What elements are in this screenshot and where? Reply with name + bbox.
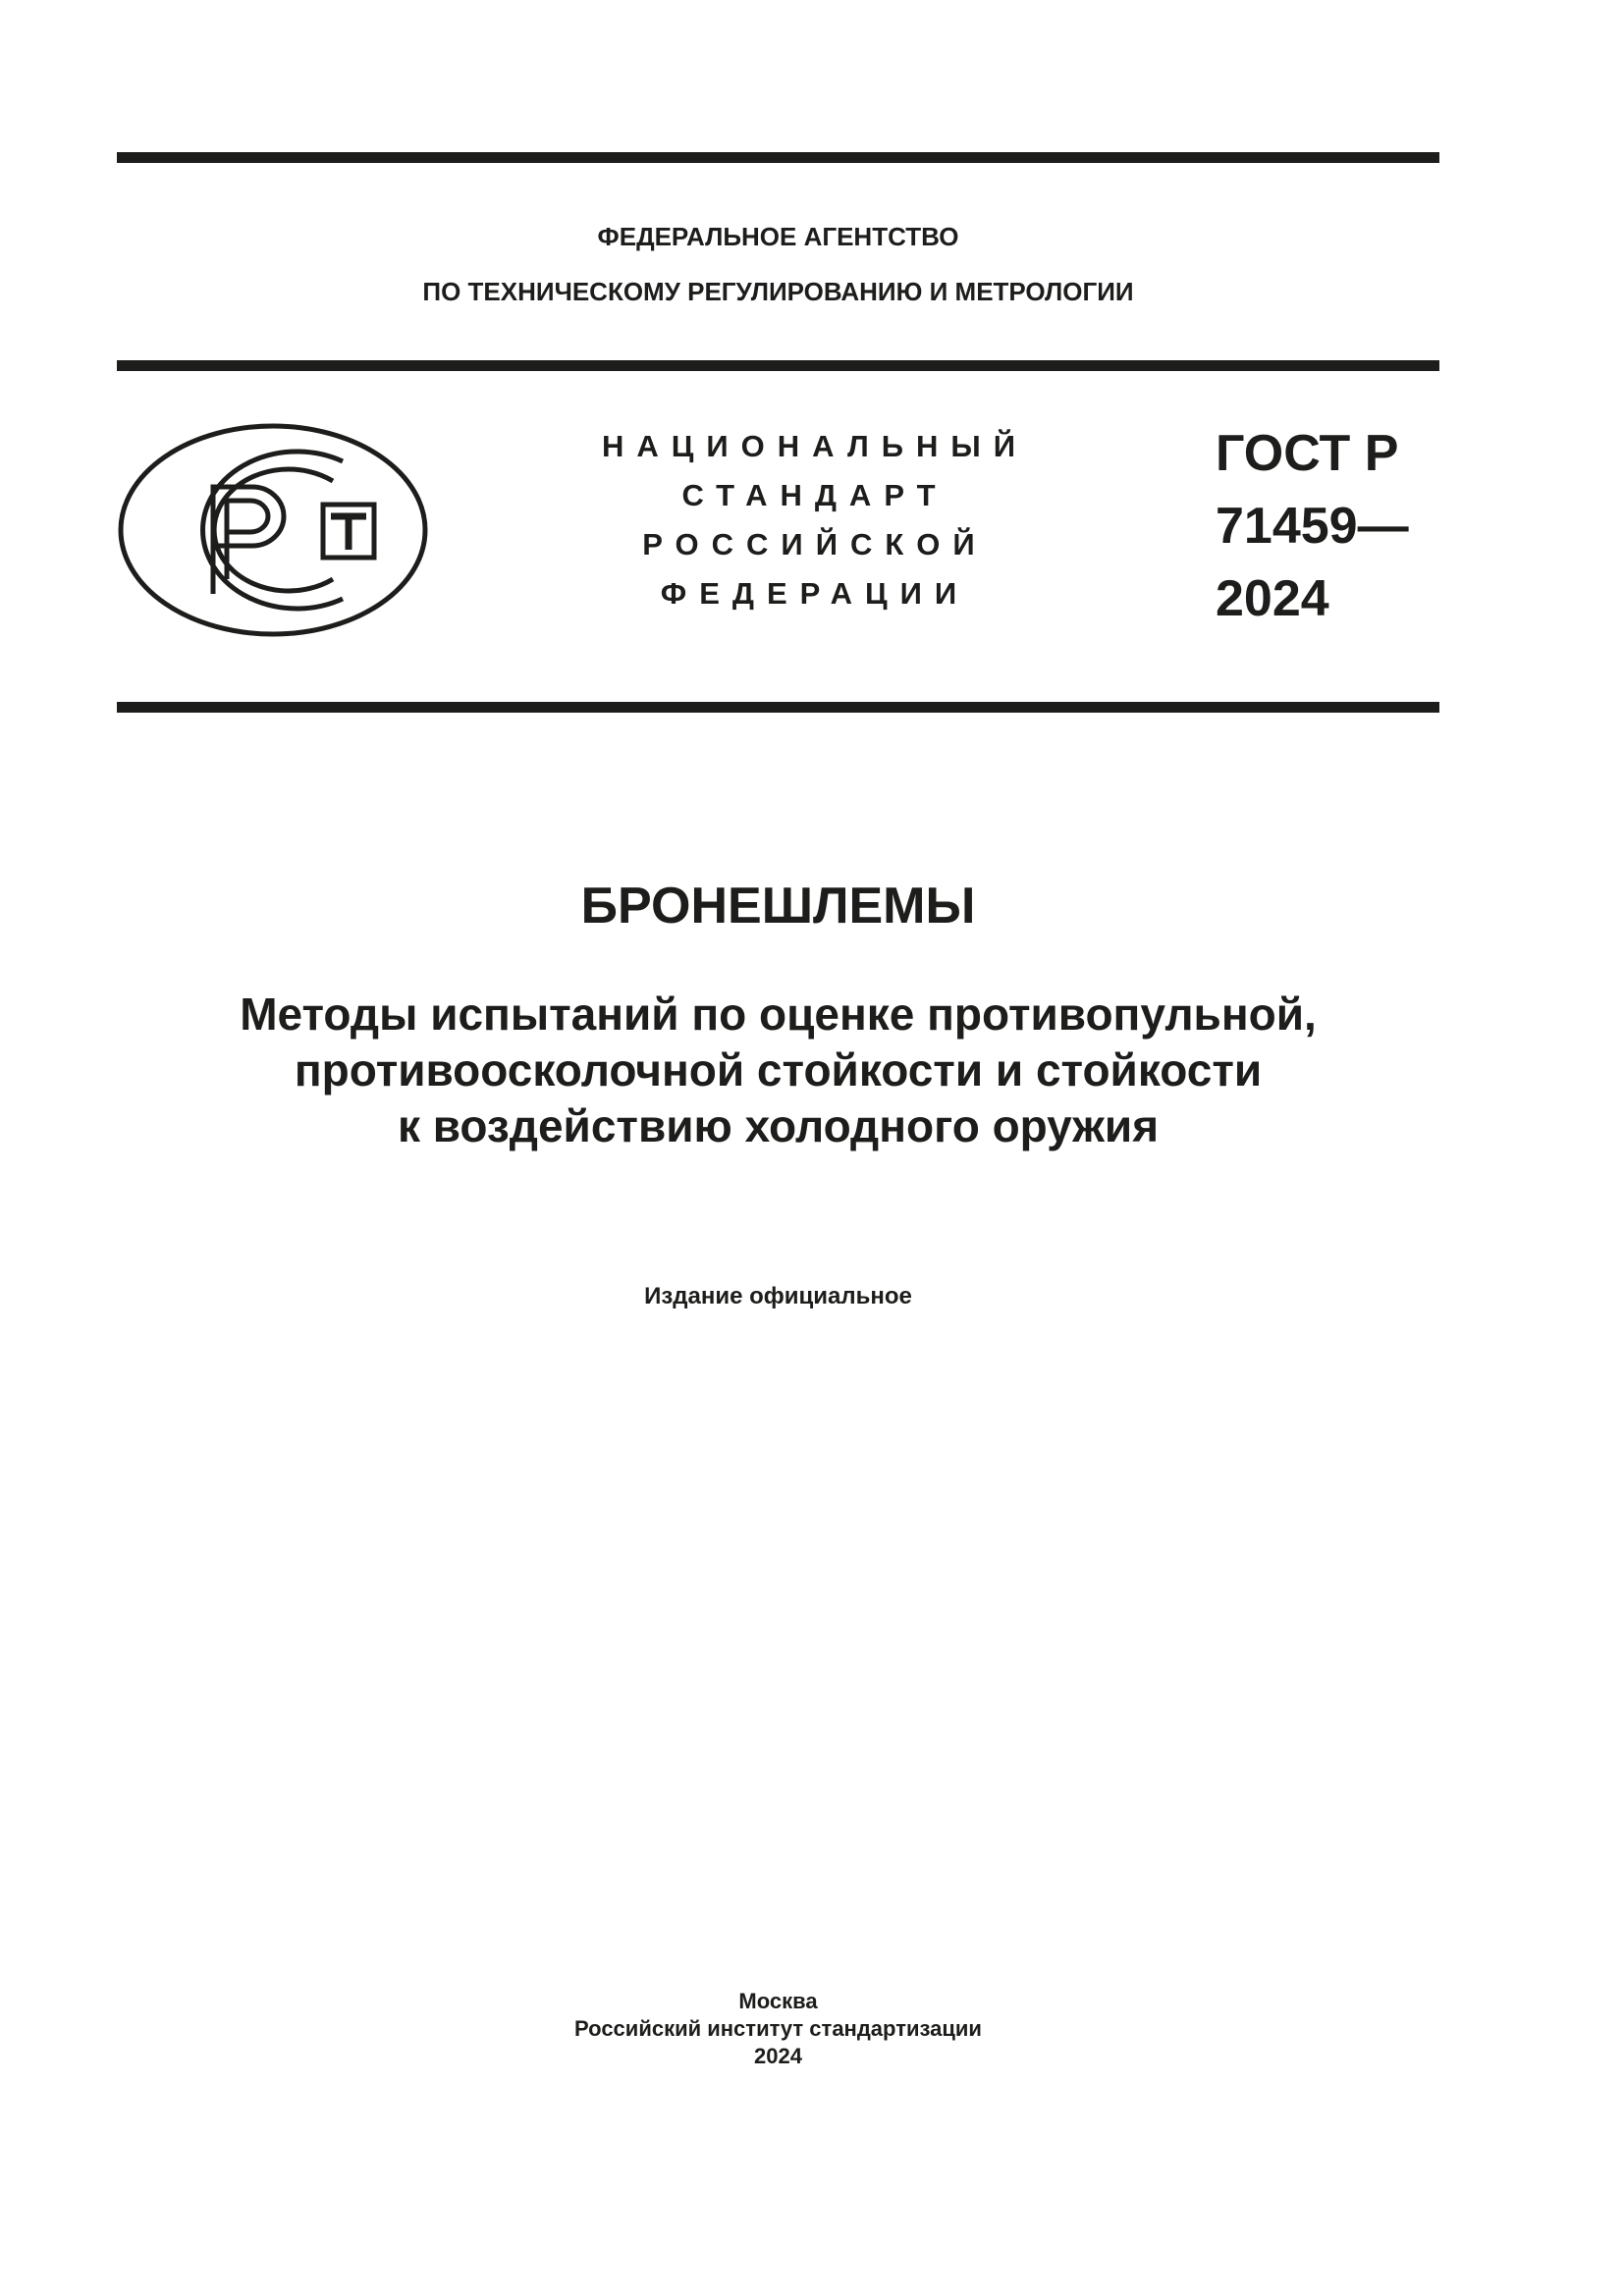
gost-r-logo-icon <box>117 422 429 638</box>
subtitle-line: к воздействию холодного оружия <box>397 1100 1160 1151</box>
imprint-year: 2024 <box>754 2044 802 2068</box>
subtitle-line: противоосколочной стойкости и стойкости <box>294 1044 1263 1095</box>
standard-designation <box>1216 417 1409 635</box>
agency-line-2: ПО ТЕХНИЧЕСКОМУ РЕГУЛИРОВАНИЮ И МЕТРОЛОГИИ <box>422 277 1134 306</box>
agency-divider-rule <box>117 360 1439 371</box>
edition-label: Издание официальное <box>644 1283 912 1309</box>
imprint-block <box>117 1988 1439 2070</box>
document-title: БРОНЕШЛЕМЫ <box>580 878 976 934</box>
header-bottom-rule <box>117 702 1439 713</box>
designation-line-2: 71459— <box>1216 498 1409 555</box>
designation-line-3: 2024 <box>1216 570 1329 627</box>
agency-line-1: ФЕДЕРАЛЬНОЕ АГЕНТСТВО <box>597 222 959 251</box>
designation-line-1: ГОСТ Р <box>1216 425 1399 482</box>
national-standard-line: НАЦИОНАЛЬНЫЙ <box>601 429 1029 463</box>
subtitle-line: Методы испытаний по оценке противопульной, <box>240 988 1317 1040</box>
national-standard-line: СТАНДАРТ <box>681 478 948 512</box>
national-standard-line: ФЕДЕРАЦИИ <box>660 576 970 611</box>
national-standard-line: РОССИЙСКОЙ <box>642 527 988 561</box>
top-rule <box>117 152 1439 163</box>
document-subtitle <box>117 987 1439 1154</box>
imprint-publisher: Российский институт стандартизации <box>574 2016 982 2041</box>
national-standard-block <box>550 422 1080 618</box>
imprint-city: Москва <box>738 1989 818 2013</box>
